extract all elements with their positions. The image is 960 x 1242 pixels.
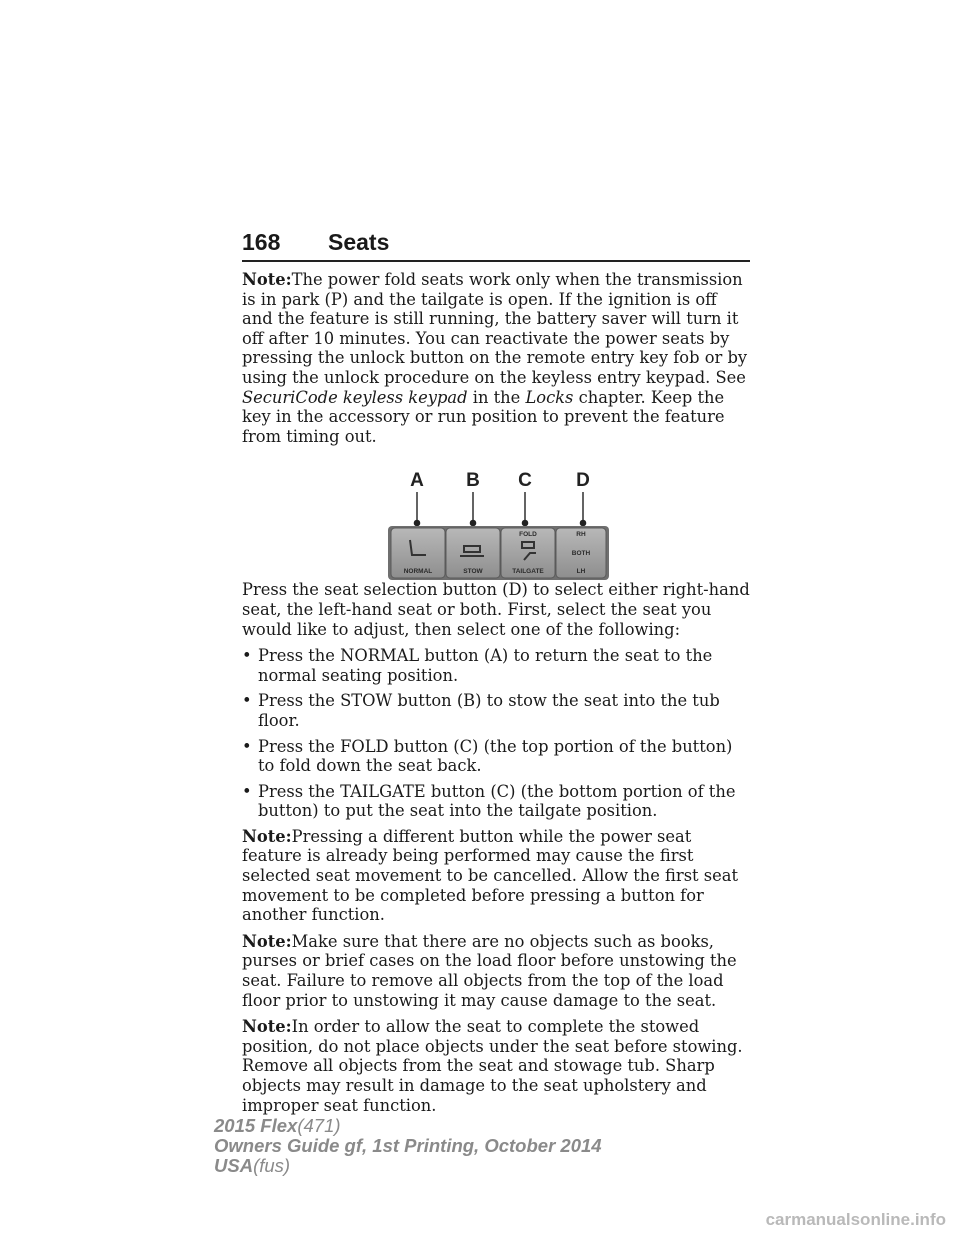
page-number: 168 bbox=[242, 229, 281, 255]
list-item: • Press the TAILGATE button (C) (the bottom portion of the button) to put the seat into the tailgate position. bbox=[242, 781, 736, 821]
print-footer bbox=[214, 1116, 602, 1176]
footer-printing-line: Owners Guide gf, 1st Printing, October 2014 bbox=[214, 1135, 602, 1156]
fold-label: FOLD bbox=[519, 531, 537, 539]
stow-label: STOW bbox=[463, 568, 483, 576]
callout-a: A bbox=[410, 470, 424, 492]
reference-locks: Locks bbox=[525, 387, 574, 407]
callout-b: B bbox=[466, 470, 480, 492]
note-power-fold: Note:The power fold seats work only when the transmission is in park (P) and the tailgate is open. If the ignition is off and the feature is still running, the battery saver will turn it off after 10 minutes. You can reactivate the power seats by pressing the unlock button on the remote entry key fob or by using the unlock procedure on the keyless entry keypad. See SecuriCode keyless keypad in the Locks chapter. Keep the key in the accessory or run position to prevent the feature from timing out. bbox=[242, 270, 748, 446]
bullet-marker: • bbox=[242, 736, 252, 756]
reference-keypad: SecuriCode keyless keypad bbox=[242, 387, 468, 407]
list-item: • Press the NORMAL button (A) to return the seat to the normal seating position. bbox=[242, 646, 713, 685]
callout-d: D bbox=[576, 470, 590, 492]
watermark: carmanualsonline.info bbox=[765, 1210, 946, 1229]
bullet-marker: • bbox=[242, 781, 252, 801]
callout-c: C bbox=[518, 470, 532, 492]
seat-control-panel-illustration bbox=[242, 456, 752, 576]
list-item: • Press the STOW button (B) to stow the seat into the tub floor. bbox=[242, 691, 720, 730]
list-item: • Press the FOLD button (C) (the top portion of the button) to fold down the seat back. bbox=[242, 736, 733, 776]
tailgate-label: TAILGATE bbox=[512, 568, 544, 576]
both-label: BOTH bbox=[571, 550, 591, 558]
seat-control-panel-figure bbox=[242, 456, 752, 576]
note-different-button: Note:Pressing a different button while the power seat feature is already being performed may cause the first selected seat movement to be cancelled. Allow the first seat movement to be completed before pressing a button for another function. bbox=[242, 826, 739, 925]
note-label: Note: bbox=[242, 1017, 292, 1037]
footer-model-line: 2015 Flex(471) bbox=[214, 1115, 341, 1136]
bullet-list bbox=[242, 646, 752, 821]
rh-label: RH bbox=[576, 531, 586, 539]
footer-market-line: USA(fus) bbox=[214, 1155, 291, 1176]
note-label: Note: bbox=[242, 826, 292, 846]
bullet-marker: • bbox=[242, 646, 252, 666]
seat-selection-text: Press the seat selection button (D) to select either right-hand seat, the left-hand seat or both. First, select the seat you would like to adjust, then select one of the following: bbox=[242, 580, 750, 639]
page-header bbox=[242, 226, 750, 262]
note-load-floor: Note:Make sure that there are no objects such as books, purses or brief cases on the load floor before unstowing the seat. Failure to remove all objects from the top of the load floor prior to unstowing it may cause damage to the seat. bbox=[242, 931, 737, 1010]
bullet-marker: • bbox=[242, 691, 252, 711]
page-body bbox=[242, 270, 752, 1122]
note-label: Note: bbox=[242, 270, 292, 289]
chapter-title: Seats bbox=[328, 229, 390, 255]
normal-label: NORMAL bbox=[403, 568, 433, 576]
note-label: Note: bbox=[242, 931, 292, 951]
lh-label: LH bbox=[576, 568, 586, 576]
note-stowed-position: Note:In order to allow the seat to complete the stowed position, do not place objects under the seat before stowing. Remove all objects from the seat and stowage tub. Sharp objects may result in damage to the seat upholstery and improper seat function. bbox=[242, 1017, 743, 1115]
